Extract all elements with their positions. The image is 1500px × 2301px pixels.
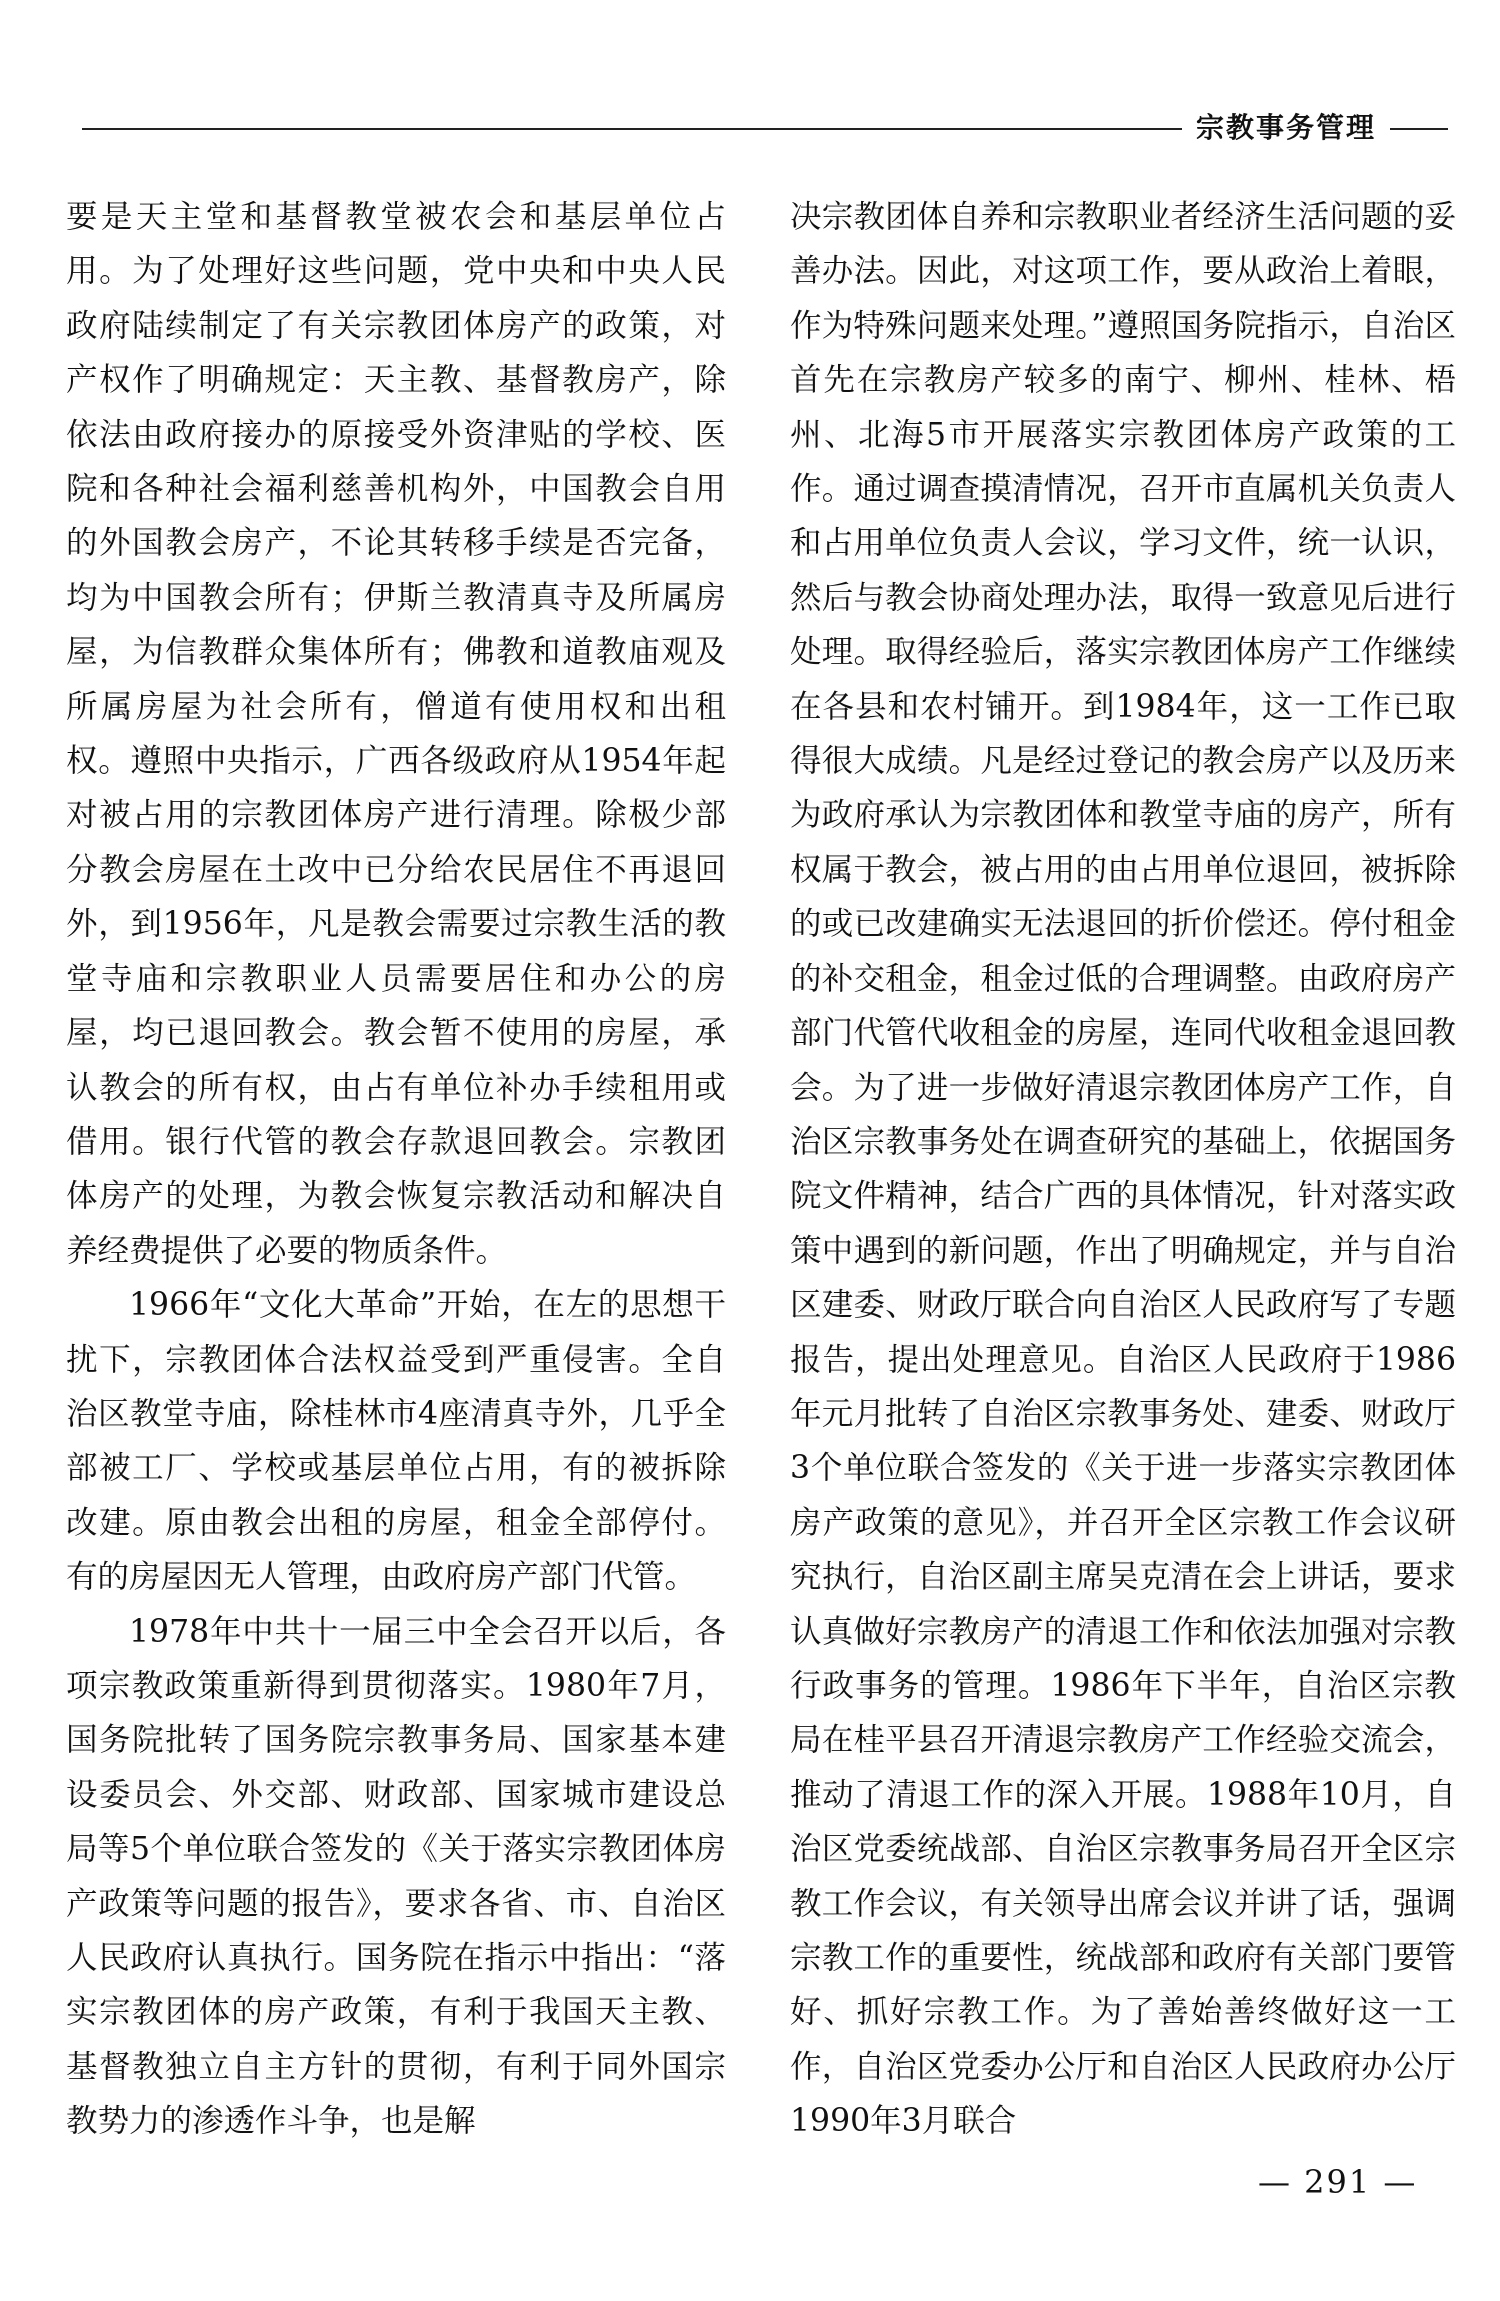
- running-header-title: 宗教事务管理: [1182, 108, 1390, 148]
- paragraph: 要是天主堂和基督教堂被农会和基层单位占用。为了处理好这些问题，党中央和中央人民政府陆续制定了有关宗教团体房产的政策，对产权作了明确规定：天主教、基督教房产，除依法由政府接办的原接受外资津贴的学校、医院和各种社会福利慈善机构外，中国教会自用的外国教会房产，不论其转移手续是否完备，均为中国教会所有；伊斯兰教清真寺及所属房屋，为信教群众集体所有；佛教和道教庙观及所属房屋为社会所有，僧道有使用权和出租权。遵照中央指示，广西各级政府从1954年起对被占用的宗教团体房产进行清理。除极少部分教会房屋在土改中已分给农民居住不再退回外，到1956年，凡是教会需要过宗教生活的教堂寺庙和宗教职业人员需要居住和办公的房屋，均已退回教会。教会暂不使用的房屋，承认教会的所有权，由占有单位补办手续租用或借用。银行代管的教会存款退回教会。宗教团体房产的处理，为教会恢复宗教活动和解决自养经费提供了必要的物质条件。: [66, 199, 726, 1269]
- text-column-left: [66, 190, 726, 2149]
- header-rule-tail: [1390, 128, 1448, 130]
- text-column-right: [790, 190, 1456, 2149]
- paragraph: 1978年中共十一届三中全会召开以后，各项宗教政策重新得到贯彻落实。1980年7月，国务院批转了国务院宗教事务局、国家基本建设委员会、外交部、财政部、国家城市建设总局等5个单位联合签发的《关于落实宗教团体房产政策等问题的报告》，要求各省、市、自治区人民政府认真执行。国务院在指示中指出：“落实宗教团体的房产政策，有利于我国天主教、基督教独立自主方针的贯彻，有利于同外国宗教势力的渗透作斗争，也是解: [66, 1613, 726, 2140]
- paragraph: 决宗教团体自养和宗教职业者经济生活问题的妥善办法。因此，对这项工作，要从政治上着眼，作为特殊问题来处理。”遵照国务院指示，自治区首先在宗教房产较多的南宁、柳州、桂林、梧州、北海5市开展落实宗教团体房产政策的工作。通过调查摸清情况，召开市直属机关负责人和占用单位负责人会议，学习文件，统一认识，然后与教会协商处理办法，取得一致意见后进行处理。取得经验后，落实宗教团体房产工作继续在各县和农村铺开。到1984年，这一工作已取得很大成绩。凡是经过登记的教会房产以及历来为政府承认为宗教团体和教堂寺庙的房产，所有权属于教会，被占用的由占用单位退回，被拆除的或已改建确实无法退回的折价偿还。停付租金的补交租金，租金过低的合理调整。由政府房产部门代管代收租金的房屋，连同代收租金退回教会。为了进一步做好清退宗教团体房产工作，自治区宗教事务处在调查研究的基础上，依据国务院文件精神，结合广西的具体情况，针对落实政策中遇到的新问题，作出了明确规定，并与自治区建委、财政厅联合向自治区人民政府写了专题报告，提出处理意见。自治区人民政府于1986年元月批转了自治区宗教事务处、建委、财政厅3个单位联合签发的《关于进一步落实宗教团体房产政策的意见》，并召开全区宗教工作会议研究执行，自治区副主席吴克清在会上讲话，要求认真做好宗教房产的清退工作和依法加强对宗教行政事务的管理。1986年下半年，自治区宗教局在桂平县召开清退宗教房产工作经验交流会，推动了清退工作的深入开展。1988年10月，自治区党委统战部、自治区宗教事务局召开全区宗教工作会议，有关领导出席会议并讲了话，强调宗教工作的重要性，统战部和政府有关部门要管好、抓好宗教工作。为了善始善终做好这一工作，自治区党委办公厅和自治区人民政府办公厅1990年3月联合: [790, 199, 1456, 2140]
- page-number: — 291 —: [1258, 2163, 1418, 2201]
- paragraph: 1966年“文化大革命”开始，在左的思想干扰下，宗教团体合法权益受到严重侵害。全自治区教堂寺庙，除桂林市4座清真寺外，几乎全部被工厂、学校或基层单位占用，有的被拆除改建。原由教会出租的房屋，租金全部停付。有的房屋因无人管理，由政府房产部门代管。: [66, 1287, 726, 1596]
